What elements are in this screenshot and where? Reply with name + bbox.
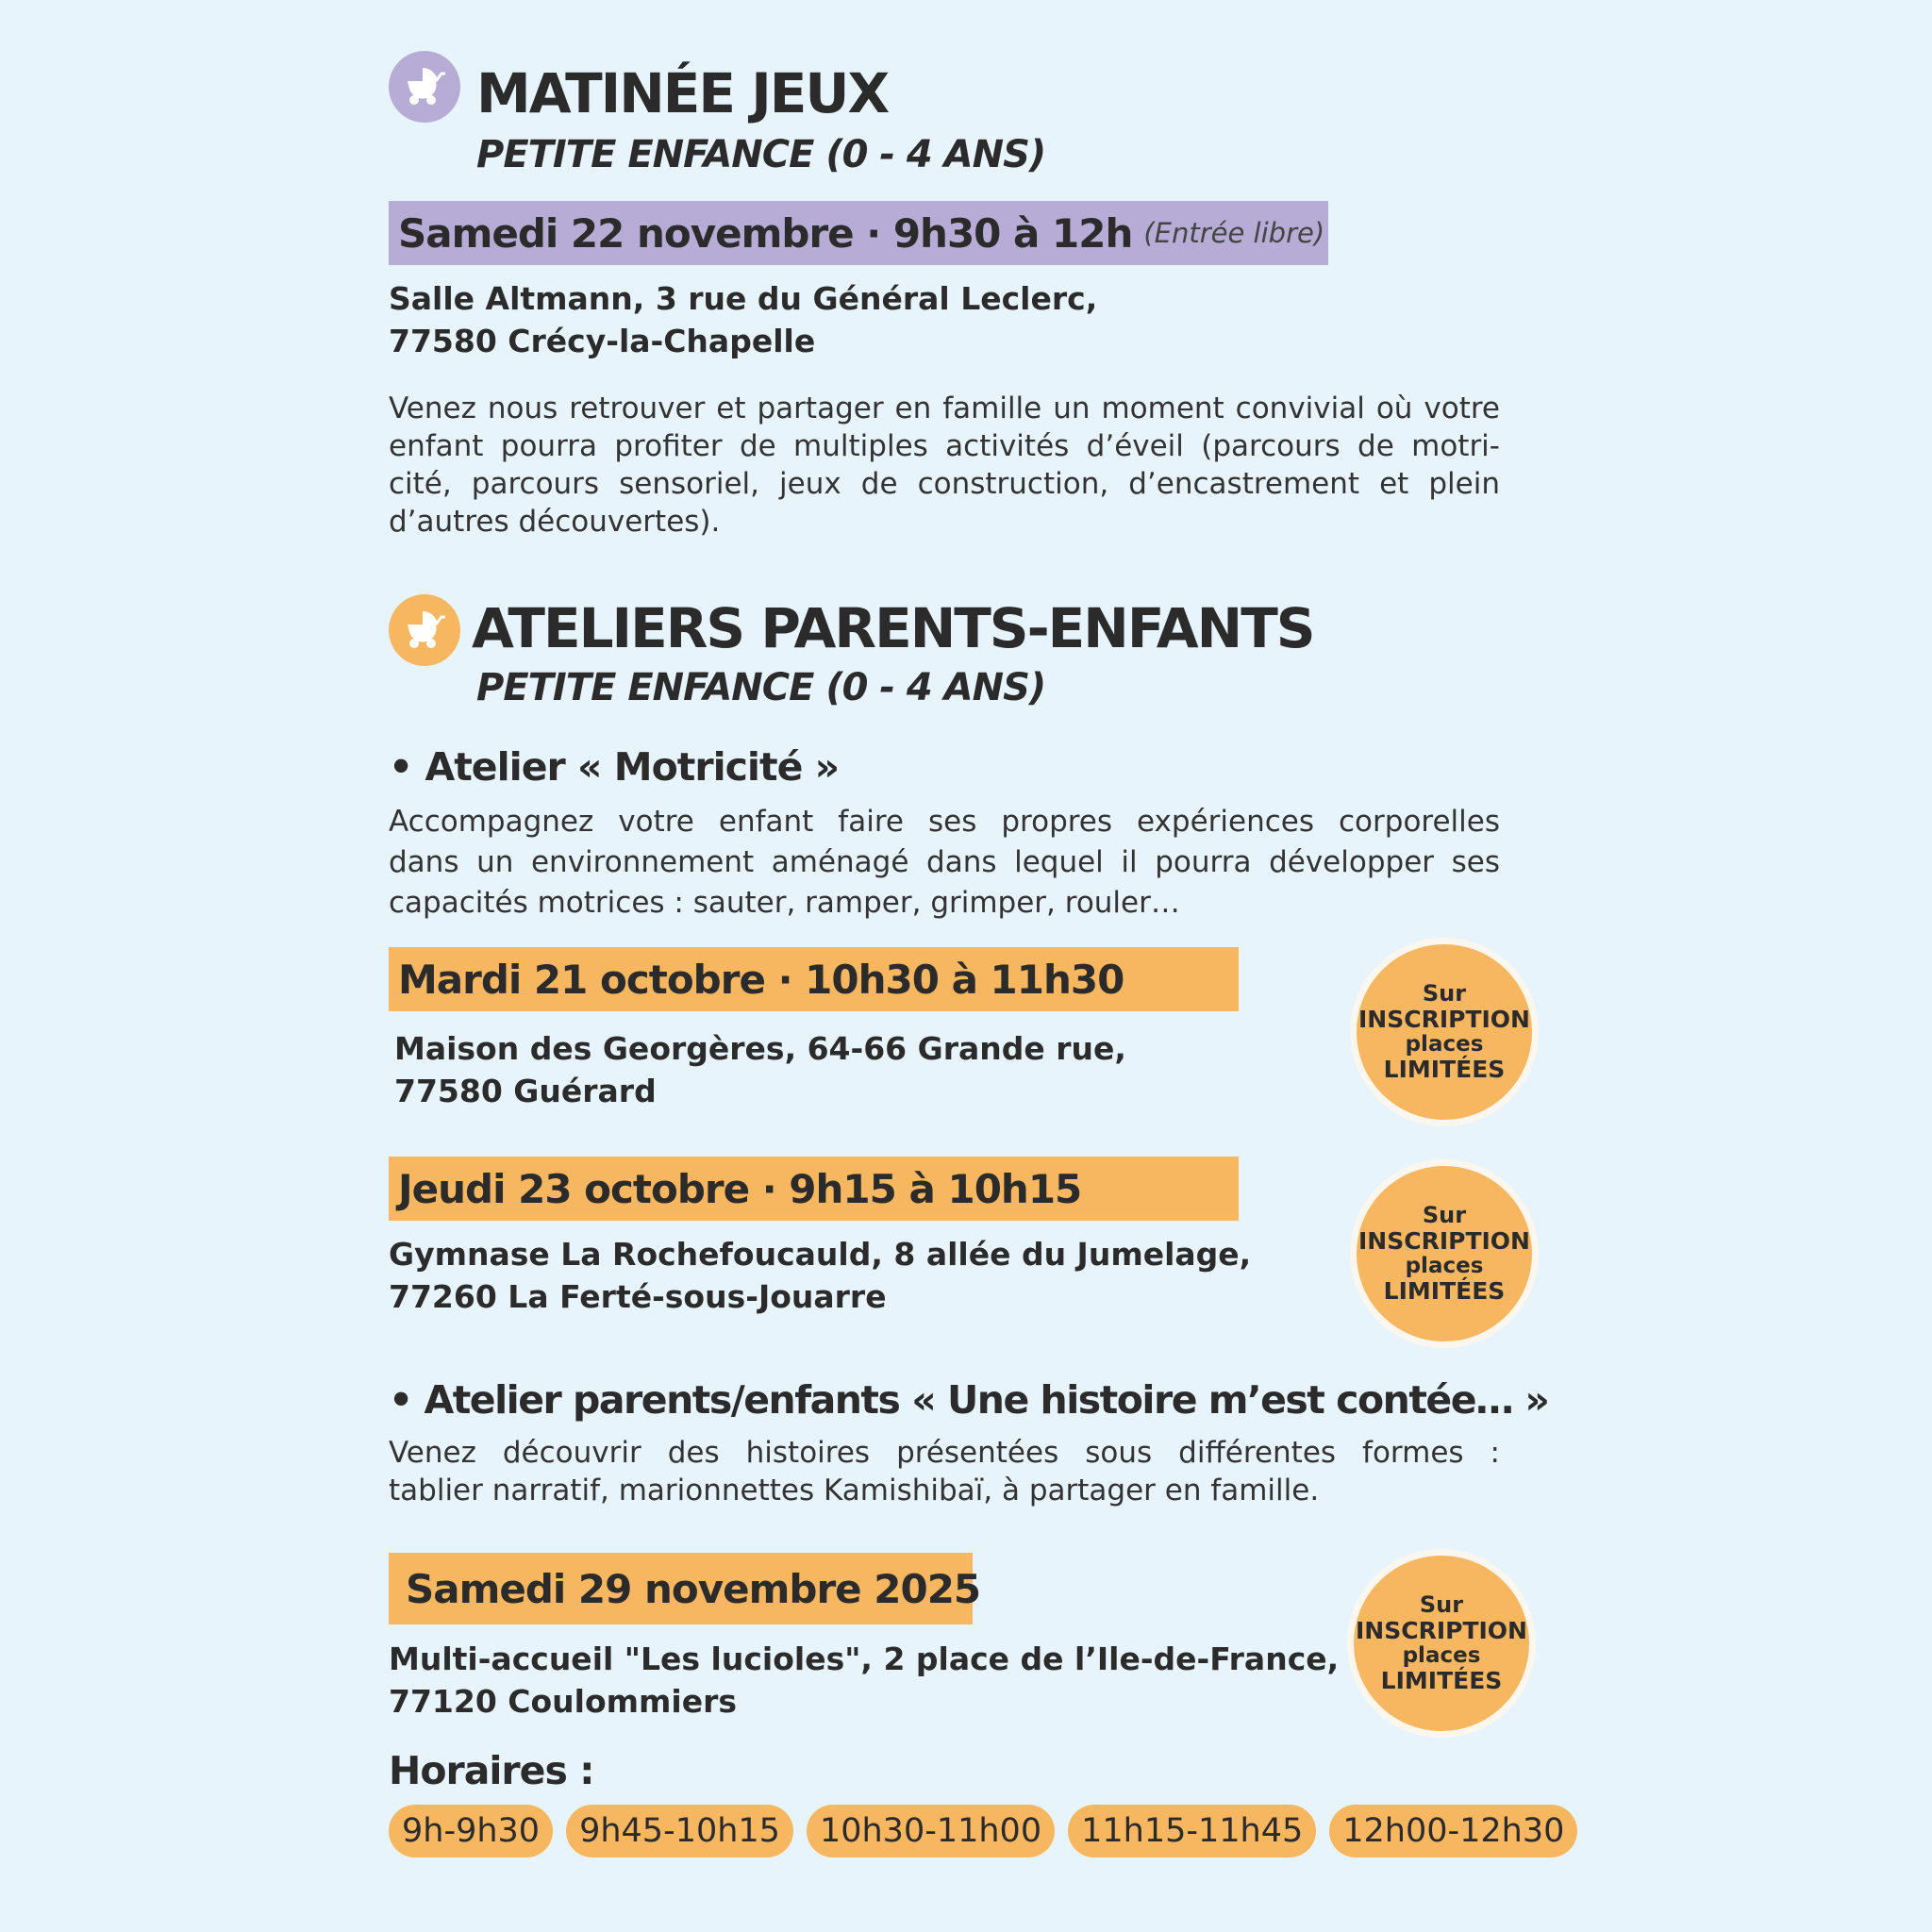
badge-line: INSCRIPTION xyxy=(1356,1616,1527,1644)
badge-line: places xyxy=(1405,1031,1484,1057)
description-line: d’autres découvertes). xyxy=(389,505,721,539)
session2-date: Jeudi 23 octobre · 9h15 à 10h15 xyxy=(398,1165,1082,1212)
badge-line: INSCRIPTION xyxy=(1358,1005,1530,1033)
session2-address xyxy=(389,1233,1251,1318)
address-line: Maison des Georgères, 64-66 Grande rue, xyxy=(394,1030,1126,1067)
stroller-icon xyxy=(389,594,460,666)
description-line: tablier narratif, marionnettes Kamishibaï, à partager en famille. xyxy=(389,1474,1320,1507)
section1-description xyxy=(389,390,1500,541)
horaire-pill: 10h30-11h00 xyxy=(807,1805,1055,1857)
stroller-icon xyxy=(389,51,460,123)
inscription-badge xyxy=(1350,938,1539,1126)
section1-date-band xyxy=(389,201,1328,265)
address-line: 77120 Coulommiers xyxy=(389,1683,738,1720)
session1-date: Mardi 21 octobre · 10h30 à 11h30 xyxy=(398,956,1124,1003)
badge-line: INSCRIPTION xyxy=(1358,1226,1530,1255)
address-line: 77580 Guérard xyxy=(394,1073,657,1109)
atelier2-date-band xyxy=(389,1553,981,1624)
badge-line: places xyxy=(1402,1642,1481,1668)
atelier2-address xyxy=(389,1638,1339,1723)
badge-line: places xyxy=(1405,1253,1484,1278)
address-line: Multi-accueil "Les lucioles", 2 place de l’Ile-de-France, xyxy=(389,1641,1340,1677)
section1-date: Samedi 22 novembre · 9h30 à 12h xyxy=(398,209,1133,257)
horaire-pill: 9h45-10h15 xyxy=(566,1805,793,1857)
badge-line: Sur xyxy=(1419,1591,1464,1618)
description-line: enfant pourra profiter de multiples activités d’éveil (parcours de motri- xyxy=(389,429,1500,463)
atelier2-date: Samedi 29 novembre 2025 xyxy=(406,1565,981,1612)
address-line: Salle Altmann, 3 rue du Général Leclerc, xyxy=(389,280,1098,317)
session2-date-band xyxy=(389,1157,1239,1221)
inscription-badge xyxy=(1347,1549,1536,1738)
description-line: Accompagnez votre enfant faire ses propres expériences corporelles xyxy=(389,805,1500,839)
horaire-pill: 9h-9h30 xyxy=(389,1805,553,1857)
atelier2-description xyxy=(389,1434,1500,1509)
badge-line: LIMITÉES xyxy=(1383,1056,1506,1084)
badge-line: LIMITÉES xyxy=(1380,1667,1503,1695)
inscription-badge xyxy=(1350,1159,1539,1348)
section2-title: ATELIERS PARENTS-ENFANTS xyxy=(472,596,1314,660)
atelier2-heading: • Atelier parents/enfants « Une histoire m’est contée… » xyxy=(389,1377,1549,1423)
address-line: 77580 Crécy-la-Chapelle xyxy=(389,323,816,359)
address-line: Gymnase La Rochefoucauld, 8 allée du Jumelage, xyxy=(389,1236,1252,1273)
description-line: Venez découvrir des histoires présentées sous différentes formes : xyxy=(389,1436,1500,1470)
description-line: cité, parcours sensoriel, jeux de construction, d’encastrement et plein xyxy=(389,467,1500,501)
description-line: capacités motrices : sauter, ramper, grimper, rouler… xyxy=(389,886,1180,920)
badge-line: Sur xyxy=(1422,1201,1467,1228)
address-line: 77260 La Ferté-sous-Jouarre xyxy=(389,1278,887,1315)
horaire-pill: 11h15-11h45 xyxy=(1068,1805,1316,1857)
session1-date-band xyxy=(389,947,1239,1011)
atelier1-heading: • Atelier « Motricité » xyxy=(389,744,840,790)
horaires-list xyxy=(389,1805,1577,1857)
horaires-label: Horaires : xyxy=(389,1748,594,1793)
section1-date-note: (Entrée libre) xyxy=(1143,217,1325,249)
section1-title: MATINÉE JEUX xyxy=(476,61,889,125)
session1-address xyxy=(394,1027,1126,1112)
atelier1-description xyxy=(389,802,1500,924)
description-line: Venez nous retrouver et partager en famille un moment convivial où votre xyxy=(389,391,1500,425)
badge-line: Sur xyxy=(1422,979,1467,1007)
section1-address xyxy=(389,277,1097,362)
section1-subtitle: PETITE ENFANCE (0 - 4 ANS) xyxy=(476,133,1046,176)
description-line: dans un environnement aménagé dans lequel il pourra développer ses xyxy=(389,845,1500,879)
horaire-pill: 12h00-12h30 xyxy=(1329,1805,1577,1857)
badge-line: LIMITÉES xyxy=(1383,1277,1506,1306)
section2-subtitle: PETITE ENFANCE (0 - 4 ANS) xyxy=(476,666,1046,709)
